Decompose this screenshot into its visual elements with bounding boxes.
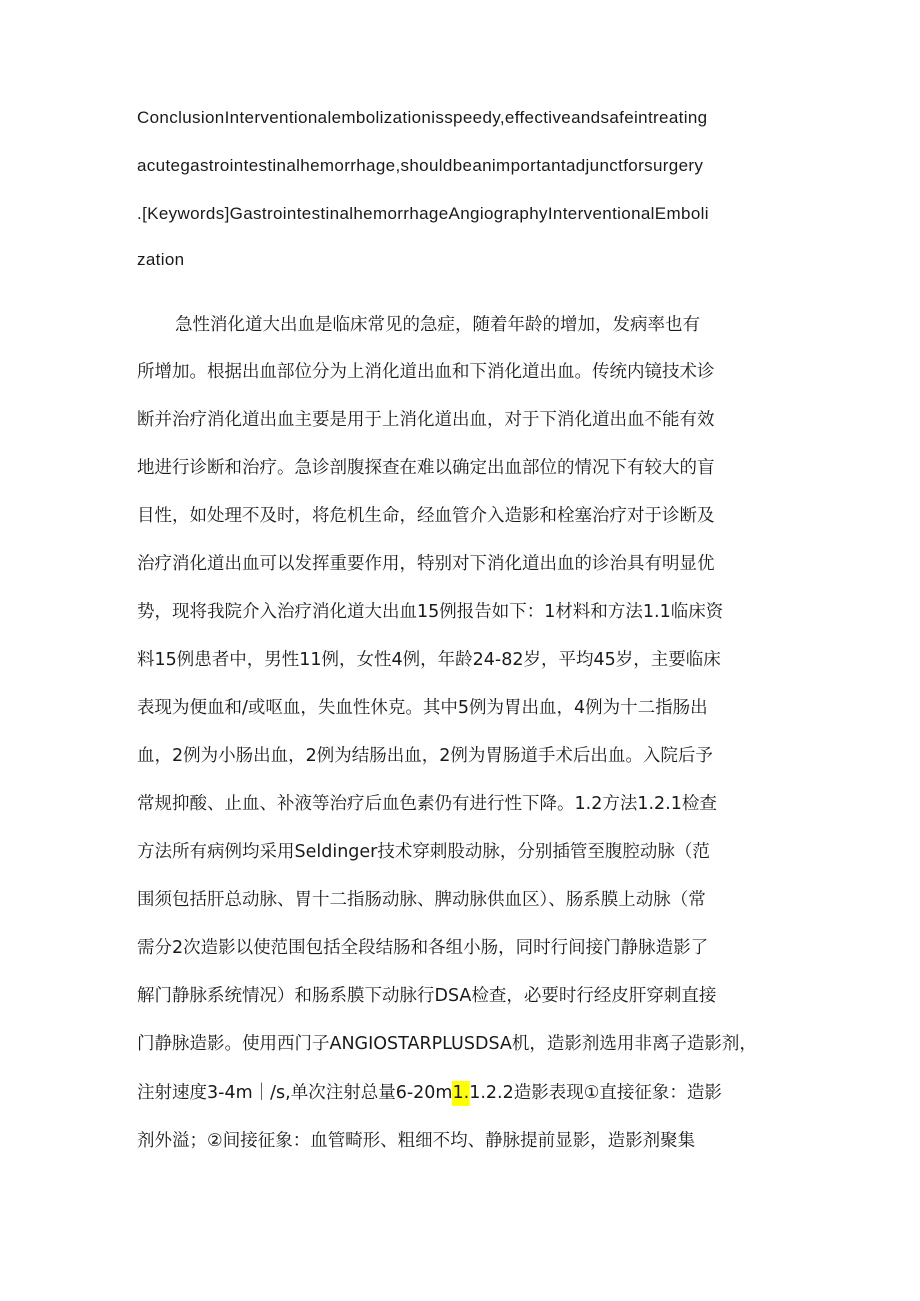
abstract-line-2: acutegastrointestinalhemorrhage,shouldbeanimportantadjunctforsurgery	[137, 156, 704, 175]
body-line-4: 地进行诊断和治疗。急诊剖腹探查在难以确定出血部位的情况下有较大的盲	[137, 458, 715, 478]
body-line-3: 断并治疗消化道出血主要是用于上消化道出血，对于下消化道出血不能有效	[137, 410, 715, 430]
body-line-9: 表现为便血和/或呕血，失血性休克。其中5例为胃出血，4例为十二指肠出	[137, 698, 708, 718]
abstract-line-3: .[Keywords]GastrointestinalhemorrhageAngiographyInterventionalEmboli	[137, 204, 709, 223]
body-line-11: 常规抑酸、止血、补液等治疗后血色素仍有进行性下降。1.2方法1.2.1检查	[137, 794, 717, 814]
body-line-13: 围须包括肝总动脉、胃十二指肠动脉、脾动脉供血区）、肠系膜上动脉（常	[137, 890, 706, 910]
body-line-7: 势，现将我院介入治疗消化道大出血15例报告如下：1材料和方法1.1临床资	[137, 602, 724, 622]
body-line-5: 目性，如处理不及时，将危机生命，经血管介入造影和栓塞治疗对于诊断及	[137, 506, 715, 526]
body-line-2: 所增加。根据出血部位分为上消化道出血和下消化道出血。传统内镜技术诊	[137, 362, 715, 382]
body-line-17-end: 1.2.2造影表现①直接征象：造影	[469, 1083, 722, 1103]
body-line-16: 门静脉造影。使用西门子ANGIOSTARPLUSDSA机，造影剂选用非离子造影剂，	[137, 1034, 757, 1054]
abstract-line-4: zation	[137, 250, 185, 269]
body-line-18: 剂外溢；②间接征象：血管畸形、粗细不均、静脉提前显影，造影剂聚集	[137, 1131, 696, 1151]
abstract-line-1: ConclusionInterventionalembolizationisspeedy,effectiveandsafeintreating	[137, 108, 708, 127]
body-line-15: 解门静脉系统情况）和肠系膜下动脉行DSA检查，必要时行经皮肝穿刺直接	[137, 986, 717, 1006]
body-line-10: 血，2例为小肠出血，2例为结肠出血，2例为胃肠道手术后出血。入院后予	[137, 746, 713, 766]
highlighted-text: 1.	[452, 1081, 469, 1106]
body-line-1: 急性消化道大出血是临床常见的急症，随着年龄的增加，发病率也有	[175, 315, 700, 335]
body-line-8: 料15例患者中，男性11例，女性4例，年龄24-82岁，平均45岁，主要临床	[137, 650, 721, 670]
body-line-6: 治疗消化道出血可以发挥重要作用，特别对下消化道出血的诊治具有明显优	[137, 554, 715, 574]
body-line-12: 方法所有病例均采用Seldinger技术穿刺股动脉，分别插管至腹腔动脉（范	[137, 842, 710, 862]
body-line-17-start: 注射速度3-4m｜/s,单次注射总量6-20m	[137, 1083, 453, 1103]
body-line-17	[137, 1080, 787, 1106]
body-line-14: 需分2次造影以使范围包括全段结肠和各组小肠，同时行间接门静脉造影了	[137, 938, 709, 958]
